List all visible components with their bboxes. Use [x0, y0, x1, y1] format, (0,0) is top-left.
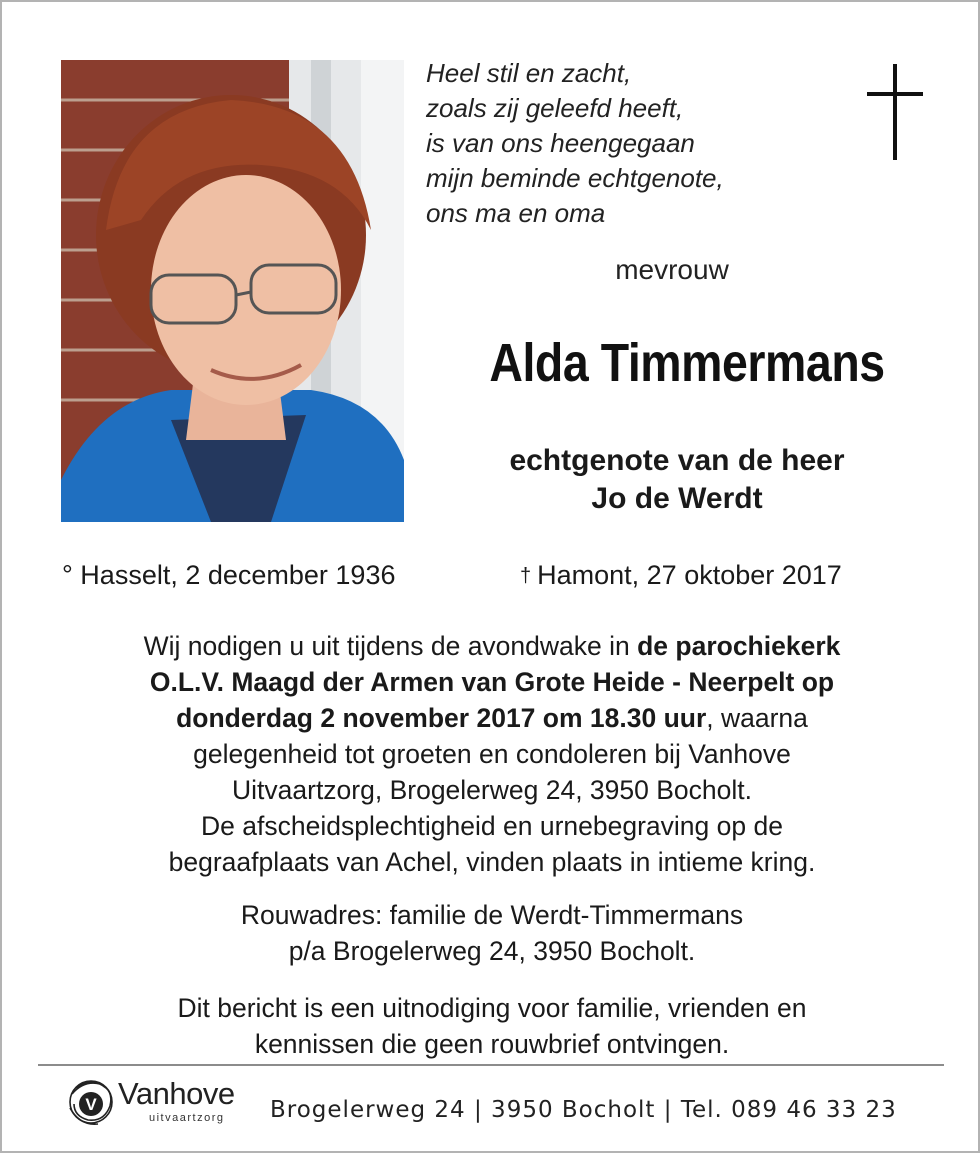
spouse-line-2: Jo de Werdt: [591, 482, 763, 515]
invitation-text: [42, 628, 942, 880]
invitation-text-bold: donderdag 2 november 2017 om 18.30 uur: [176, 703, 707, 733]
invitation-text-normal: Wij nodigen u uit tijdens de avondwake in: [143, 631, 638, 661]
address-line-2: p/a Brogelerweg 24, 3950 Bocholt.: [288, 936, 696, 966]
portrait-photo: [61, 60, 404, 522]
logo-subtitle: uitvaartzorg: [149, 1112, 225, 1124]
poem-line: Heel stil en zacht,: [426, 58, 632, 88]
invitation-line: begraafplaats van Achel, vinden plaats in intieme kring.: [168, 847, 816, 877]
address-line-1: Rouwadres: familie de Werdt-Timmermans: [240, 900, 744, 930]
spouse-line-1: echtgenote van de heer: [509, 444, 845, 477]
deceased-name: Alda Timmermans: [489, 333, 885, 393]
poem-line: ons ma en oma: [426, 198, 606, 228]
notice-text: [42, 990, 942, 1062]
footer-contact: Brogelerweg 24 | 3950 Bocholt | Tel. 089 46 33 23: [270, 1097, 897, 1123]
poem-line: is van ons heengegaan: [426, 128, 695, 158]
death-text: Hamont, 27 oktober 2017: [537, 560, 842, 590]
mourning-address: [42, 897, 942, 969]
dagger-icon: †: [520, 565, 532, 587]
logo-wordmark: Vanhove: [118, 1076, 235, 1111]
spouse-info: [442, 442, 912, 518]
invitation-text-bold: de parochiekerk: [637, 631, 841, 661]
notice-line-2: kennissen die geen rouwbrief ontvingen.: [254, 1029, 730, 1059]
invitation-line: gelegenheid tot groeten en condoleren bij Vanhove: [193, 739, 791, 769]
svg-text:V: V: [85, 1095, 97, 1114]
poem: [426, 56, 724, 231]
poem-line: zoals zij geleefd heeft,: [426, 93, 684, 123]
logo-emblem-icon: [64, 1074, 120, 1130]
death-info: [520, 560, 842, 591]
invitation-line: O.L.V. Maagd der Armen van Grote Heide - Neerpelt op: [149, 667, 835, 697]
salutation: mevrouw: [615, 254, 729, 285]
invitation-line: [42, 700, 942, 736]
latin-cross-icon: [867, 64, 923, 160]
invitation-line: Uitvaartzorg, Brogelerweg 24, 3950 Bocholt.: [232, 775, 752, 805]
invitation-line: De afscheidsplechtigheid en urnebegraving op de: [201, 811, 783, 841]
notice-line-1: Dit bericht is een uitnodiging voor familie, vrienden en: [177, 993, 807, 1023]
divider: [38, 1064, 944, 1066]
birth-info: ° Hasselt, 2 december 1936: [62, 560, 396, 590]
vanhove-logo: [64, 1074, 254, 1130]
poem-line: mijn beminde echtgenote,: [426, 163, 724, 193]
invitation-text-normal: , waarna: [706, 703, 808, 733]
invitation-line: [42, 628, 942, 664]
